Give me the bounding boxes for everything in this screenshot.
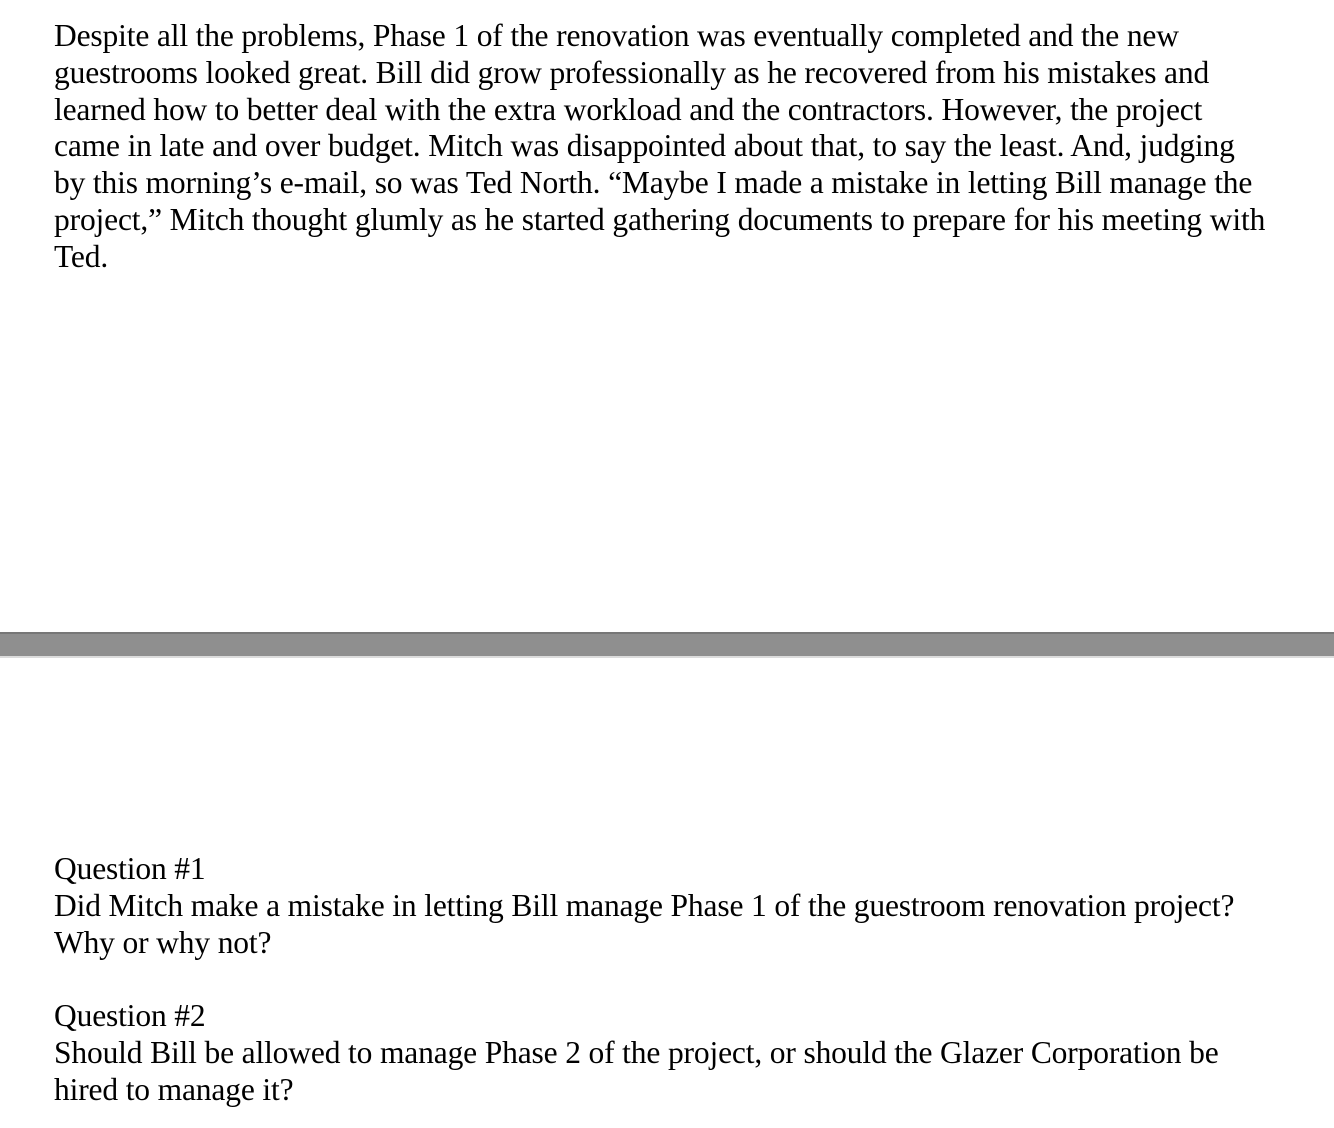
question-1 — [54, 851, 1316, 961]
question-2 — [54, 998, 1316, 1108]
question-1-heading: Question #1 — [54, 851, 206, 886]
question-1-text: Did Mitch make a mistake in letting Bill manage Phase 1 of the guestroom renovation project? Why or why not? — [54, 887, 1235, 960]
question-2-text: Should Bill be allowed to manage Phase 2 of the project, or should the Glazer Corporation be hired to manage it? — [54, 1034, 1219, 1107]
question-2-heading: Question #2 — [54, 998, 206, 1033]
page-break-separator — [0, 632, 1334, 658]
body-paragraph: Despite all the problems, Phase 1 of the renovation was eventually completed and the new guestrooms looked great. Bill did grow professionally as he recovered from his mistakes and learned how to better deal with the extra workload and the contractors. However, the project came in late and over budget. Mitch was disappointed about that, to say the least. And, judging by this morning’s e-mail, so was Ted North. “Maybe I made a mistake in letting Bill manage the project,” Mitch thought glumly as he started gathering documents to prepare for his meeting with Ted. — [54, 18, 1266, 274]
